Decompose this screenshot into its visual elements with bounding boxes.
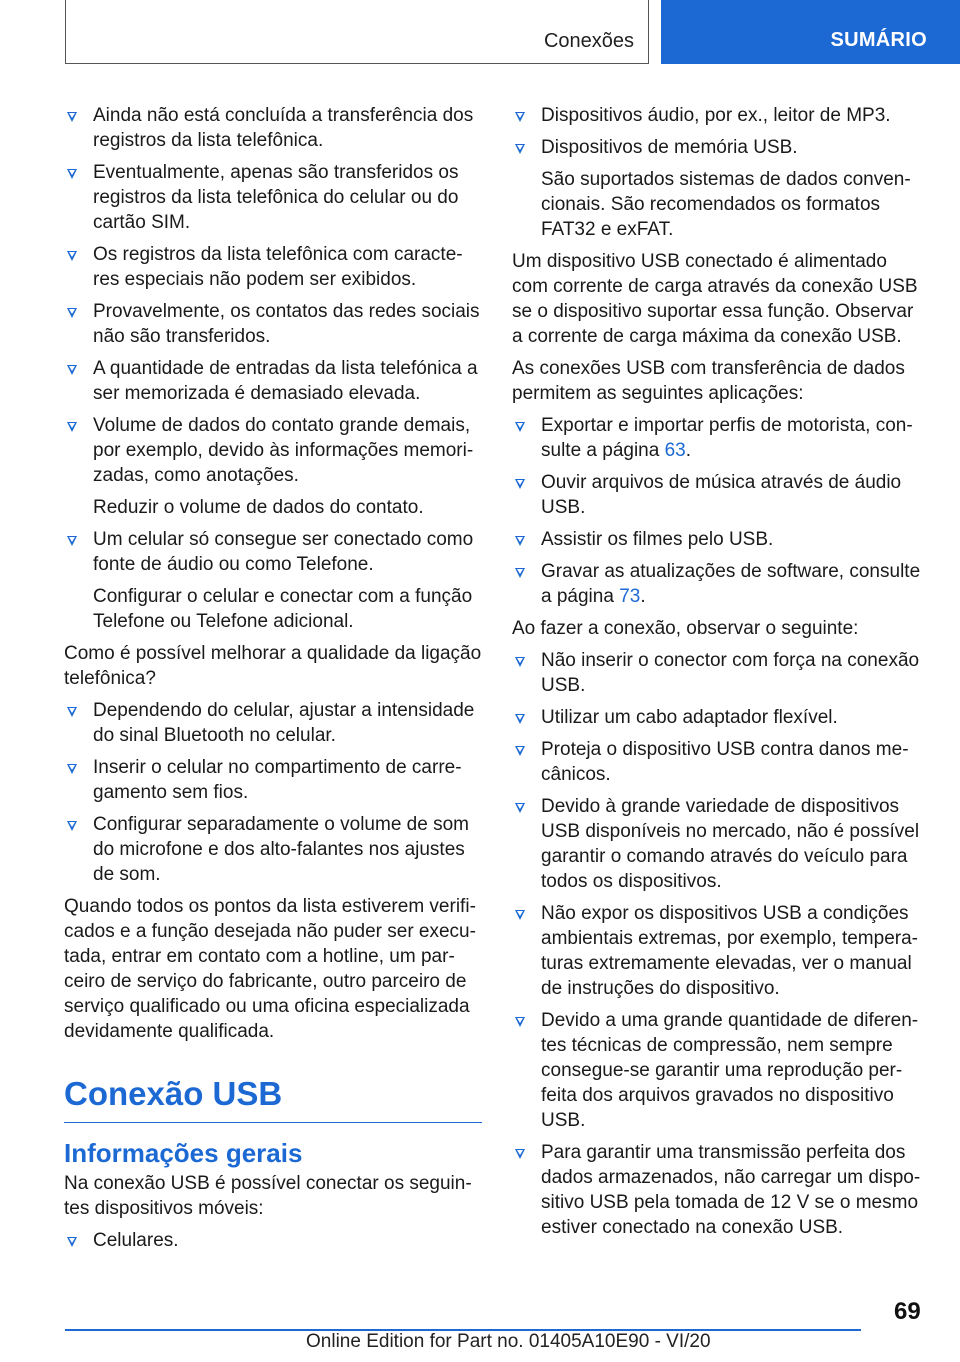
triangle-bullet-icon: [515, 144, 525, 154]
list-item-note: Configurar o celular e conectar com a função Telefone ou Telefone adicional.: [93, 586, 473, 632]
page-link-63[interactable]: 63: [664, 440, 686, 461]
subsection-heading: Informações gerais: [64, 1138, 303, 1168]
page-number: 69: [894, 1298, 921, 1325]
list-item: Celulares.: [64, 1228, 482, 1253]
triangle-bullet-icon: [515, 803, 525, 813]
triangle-bullet-icon: [67, 251, 77, 261]
list-item: Utilizar um cabo adaptador flexível.: [512, 705, 928, 730]
triangle-bullet-icon: [515, 422, 525, 432]
list-item: Dispositivos áudio, por ex., leitor de MP3.: [512, 103, 928, 128]
triangle-bullet-icon: [515, 910, 525, 920]
paragraph: Na conexão USB é possível conectar os seguintes dispositivos móveis:: [64, 1173, 472, 1219]
triangle-bullet-icon: [67, 169, 77, 179]
section-heading: Conexão USB: [64, 1074, 482, 1123]
triangle-bullet-icon: [67, 112, 77, 122]
list-item-note: Reduzir o volume de dados do contato.: [93, 497, 424, 518]
triangle-bullet-icon: [515, 1149, 525, 1159]
list-item: Não inserir o conector com força na conexão USB.: [512, 648, 928, 698]
left-column: [64, 103, 482, 1260]
paragraph: As conexões USB com transferência de dados permitem as seguintes aplicações:: [512, 358, 905, 404]
list-item: Exportar e importar perfis de motorista, consulte a página 63.: [512, 413, 928, 463]
triangle-bullet-icon: [515, 714, 525, 724]
list-item: Gravar as atualizações de software, consulte a página 73.: [512, 559, 928, 609]
list-item: Assistir os filmes pelo USB.: [512, 527, 928, 552]
list-item: Devido a uma grande quantidade de diferentes técnicas de compressão, nem sempre consegue-se garantir uma reprodução perfeita dos arquivos gravados no dispositivo USB.: [512, 1008, 928, 1133]
triangle-bullet-icon: [515, 112, 525, 122]
footer-edition: Online Edition for Part no. 01405A10E90 - VI/20: [306, 1331, 711, 1352]
triangle-bullet-icon: [67, 1237, 77, 1247]
triangle-bullet-icon: [67, 308, 77, 318]
list-item: Dispositivos de memória USB.: [512, 135, 928, 160]
list-item: Volume de dados do contato grande demais, por exemplo, devido às informações memorizadas, como anotações.: [64, 413, 482, 488]
list-item-note: São suportados sistemas de dados convencionais. São recomendados os formatos FAT32 e exFAT.: [541, 169, 911, 240]
paragraph: Quando todos os pontos da lista estiverem verificados e a função desejada não puder ser executada, entrar em contato com a hotline, um parceiro de serviço do fabricante, outro parceiro de serviço qualificado ou uma oficina especializada devidamente qualificada.: [64, 896, 476, 1042]
list-item: Proteja o dispositivo USB contra danos mecânicos.: [512, 737, 928, 787]
list-item: Configurar separadamente o volume de som do microfone e dos alto-falantes nos ajustes de som.: [64, 812, 482, 887]
header-tab: [65, 0, 649, 64]
paragraph: Ao fazer a conexão, observar o seguinte:: [512, 618, 859, 639]
triangle-bullet-icon: [67, 422, 77, 432]
section-title: Conexões: [543, 30, 634, 52]
triangle-bullet-icon: [515, 536, 525, 546]
list-item: Eventualmente, apenas são transferidos os registros da lista telefônica do celular ou do cartão SIM.: [64, 160, 482, 235]
triangle-bullet-icon: [515, 479, 525, 489]
list-item: Provavelmente, os contatos das redes sociais não são transferidos.: [64, 299, 482, 349]
triangle-bullet-icon: [67, 764, 77, 774]
list-item: Para garantir uma transmissão perfeita dos dados armazenados, não carregar um dispositivo USB pela tomada de 12 V se o mesmo estiver conectado na conexão USB.: [512, 1140, 928, 1240]
paragraph: Um dispositivo USB conectado é alimentado com corrente de carga através da conexão USB se o dispositivo suportar essa função. Observar a corrente de carga máxima da conexão USB.: [512, 251, 918, 347]
list-item: Ainda não está concluída a transferência dos registros da lista telefônica.: [64, 103, 482, 153]
list-item: Devido à grande variedade de dispositivos USB disponíveis no mercado, não é possível garantir o comando através do veículo para todos os dispositivos.: [512, 794, 928, 894]
list-item: Um celular só consegue ser conectado como fonte de áudio ou como Telefone.: [64, 527, 482, 577]
summary-button[interactable]: SUMÁRIO: [661, 0, 960, 64]
list-item: Dependendo do celular, ajustar a intensidade do sinal Bluetooth no celular.: [64, 698, 482, 748]
triangle-bullet-icon: [515, 568, 525, 578]
triangle-bullet-icon: [67, 707, 77, 717]
right-column: [512, 103, 928, 1247]
list-item: Ouvir arquivos de música através de áudio USB.: [512, 470, 928, 520]
list-item: Os registros da lista telefônica com caracteres especiais não podem ser exibidos.: [64, 242, 482, 292]
triangle-bullet-icon: [67, 365, 77, 375]
triangle-bullet-icon: [67, 821, 77, 831]
triangle-bullet-icon: [515, 657, 525, 667]
list-item: Não expor os dispositivos USB a condições ambientais extremas, por exemplo, temperaturas extremamente elevadas, ver o manual de instruções do dispositivo.: [512, 901, 928, 1001]
list-item: Inserir o celular no compartimento de carregamento sem fios.: [64, 755, 482, 805]
triangle-bullet-icon: [515, 1017, 525, 1027]
page-link-73[interactable]: 73: [619, 586, 641, 607]
triangle-bullet-icon: [67, 536, 77, 546]
list-item: A quantidade de entradas da lista telefónica a ser memorizada é demasiado elevada.: [64, 356, 482, 406]
paragraph: Como é possível melhorar a qualidade da ligação telefônica?: [64, 643, 482, 689]
triangle-bullet-icon: [515, 746, 525, 756]
